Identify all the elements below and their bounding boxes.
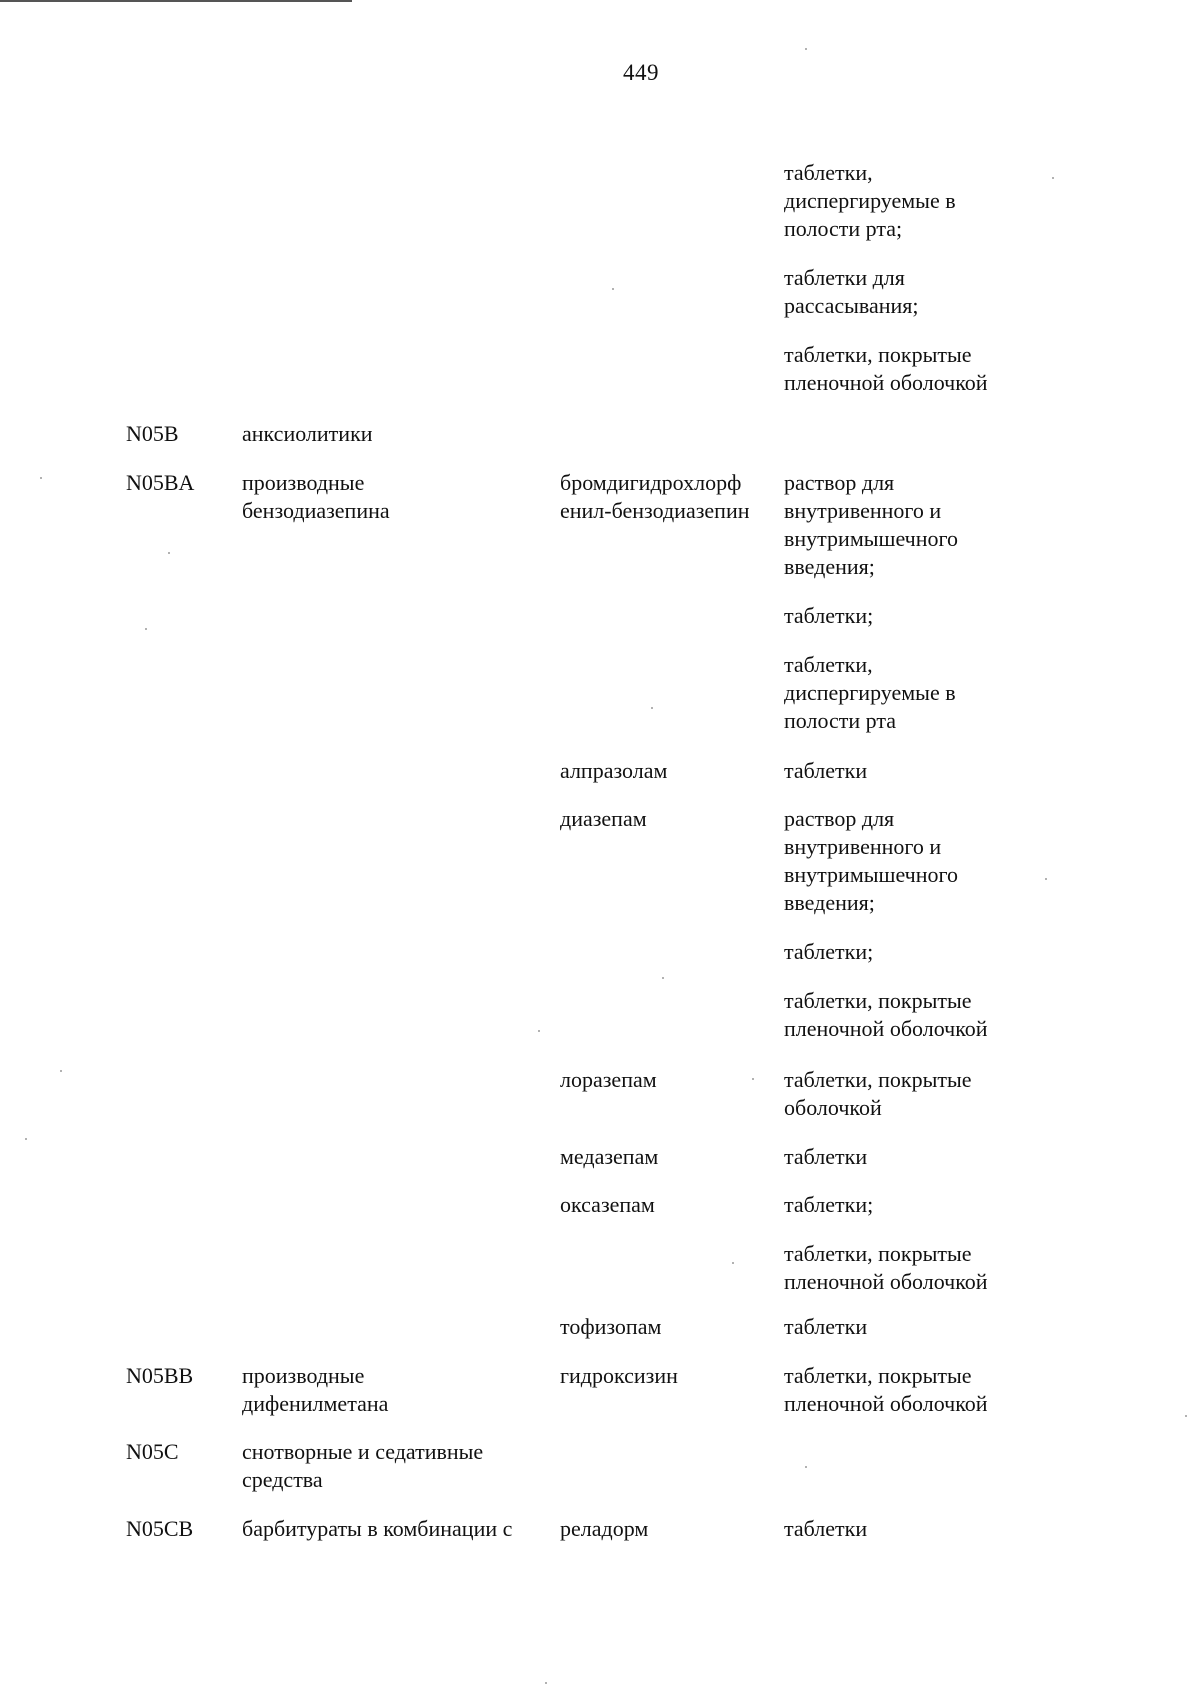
dosage-form-line: таблетки, покрытые (784, 1241, 972, 1266)
dosage-form-line: рассасывания; (784, 293, 919, 318)
drug-name-cell (560, 1066, 657, 1094)
dosage-form-cell (784, 1515, 867, 1543)
scan-speck (732, 1262, 734, 1264)
dosage-form-line: пленочной оболочкой (784, 1269, 988, 1294)
dosage-form-line: таблетки для (784, 265, 905, 290)
dosage-form-entry (784, 757, 867, 785)
group-name-line: барбитураты в комбинации с (242, 1516, 513, 1541)
group-name-line: производные (242, 1363, 365, 1388)
drug-name-line: диазепам (560, 806, 647, 831)
dosage-form-cell (784, 805, 988, 1043)
dosage-form-cell (784, 1191, 988, 1296)
group-name-cell (242, 420, 373, 448)
scan-speck (752, 1078, 754, 1080)
drug-name-line: бромдигидрохлорф (560, 470, 742, 495)
atc-code: N05C (126, 1439, 179, 1464)
drug-name-cell (560, 1143, 658, 1171)
scan-speck (1052, 177, 1054, 179)
dosage-form-line: внутримышечного (784, 526, 958, 551)
dosage-form-line: таблетки, покрытые (784, 988, 972, 1013)
dosage-form-cell (784, 757, 867, 785)
dosage-form-entry (784, 1191, 988, 1219)
drug-name-line: лоразепам (560, 1067, 657, 1092)
dosage-form-cell (784, 159, 988, 397)
dosage-form-entry (784, 1362, 988, 1418)
dosage-form-line: таблетки (784, 758, 868, 783)
atc-code-cell (126, 1438, 179, 1466)
scan-speck (805, 1466, 807, 1468)
dosage-form-line: таблетки, (784, 160, 873, 185)
atc-code: N05B (126, 421, 179, 446)
dosage-form-line: таблетки; (784, 603, 874, 628)
group-name-line: анксиолитики (242, 421, 373, 446)
dosage-form-line: таблетки, покрытые (784, 342, 972, 367)
drug-name-cell (560, 1362, 678, 1390)
scan-speck (651, 707, 653, 709)
scan-speck (545, 1682, 547, 1684)
scan-speck (805, 48, 807, 50)
drug-name-cell (560, 1313, 661, 1341)
drug-name-line: реладорм (560, 1516, 649, 1541)
dosage-form-line: таблетки, покрытые (784, 1363, 972, 1388)
dosage-form-entry (784, 651, 958, 735)
dosage-form-cell (784, 1066, 972, 1122)
group-name-line: бензодиазепина (242, 498, 390, 523)
dosage-form-line: таблетки, покрытые (784, 1067, 972, 1092)
drug-name-line: медазепам (560, 1144, 659, 1169)
drug-name-line: алпразолам (560, 758, 668, 783)
atc-code-cell (126, 469, 194, 497)
dosage-form-entry (784, 805, 988, 917)
scan-speck (1045, 878, 1047, 880)
dosage-form-cell (784, 469, 958, 735)
drug-name-cell (560, 469, 750, 525)
dosage-form-line: таблетки, (784, 652, 873, 677)
group-name-line: производные (242, 470, 365, 495)
drug-name-cell (560, 1515, 648, 1543)
scan-speck (538, 1030, 540, 1032)
dosage-form-entry (784, 341, 988, 397)
dosage-form-line: внутривенного и (784, 498, 942, 523)
dosage-form-line: оболочкой (784, 1095, 882, 1120)
dosage-form-entry (784, 469, 958, 581)
scan-speck (145, 628, 147, 630)
dosage-form-line: пленочной оболочкой (784, 1391, 988, 1416)
dosage-form-line: введения; (784, 890, 875, 915)
dosage-form-line: полости рта (784, 708, 897, 733)
dosage-form-entry (784, 938, 988, 966)
dosage-form-line: таблетки; (784, 939, 874, 964)
dosage-form-entry (784, 1515, 867, 1543)
dosage-form-entry (784, 987, 988, 1043)
scan-speck (612, 288, 614, 290)
drug-name-cell (560, 805, 647, 833)
dosage-form-line: пленочной оболочкой (784, 1016, 988, 1041)
dosage-form-entry (784, 159, 988, 243)
scan-speck (662, 977, 664, 979)
scan-speck (40, 477, 42, 479)
dosage-form-entry (784, 602, 958, 630)
dosage-form-line: таблетки; (784, 1192, 874, 1217)
dosage-form-line: внутривенного и (784, 834, 942, 859)
dosage-form-cell (784, 1313, 867, 1341)
dosage-form-line: внутримышечного (784, 862, 958, 887)
dosage-form-entry (784, 264, 988, 320)
dosage-form-entry (784, 1066, 972, 1122)
dosage-form-cell (784, 1143, 867, 1171)
scan-speck (168, 552, 170, 554)
group-name-line: дифенилметана (242, 1391, 389, 1416)
atc-code: N05BA (126, 470, 195, 495)
dosage-form-entry (784, 1240, 988, 1296)
drug-name-cell (560, 1191, 655, 1219)
dosage-form-cell (784, 1362, 988, 1418)
drug-name-line: оксазепам (560, 1192, 655, 1217)
dosage-form-line: полости рта; (784, 216, 903, 241)
drug-name-cell (560, 757, 667, 785)
dosage-form-entry (784, 1313, 867, 1341)
atc-code-cell (126, 420, 179, 448)
dosage-form-line: пленочной оболочкой (784, 370, 988, 395)
group-name-line: снотворные и седативные (242, 1439, 484, 1464)
dosage-form-line: диспергируемые в (784, 680, 956, 705)
drug-name-line: енил-бензодиазепин (560, 498, 750, 523)
atc-code-cell (126, 1515, 193, 1543)
dosage-form-line: таблетки (784, 1144, 868, 1169)
drug-name-line: гидроксизин (560, 1363, 678, 1388)
scan-speck (1185, 1415, 1187, 1417)
group-name-line: средства (242, 1467, 323, 1492)
dosage-form-line: таблетки (784, 1314, 868, 1339)
atc-code: N05CB (126, 1516, 194, 1541)
dosage-form-line: диспергируемые в (784, 188, 956, 213)
group-name-cell (242, 1515, 512, 1543)
group-name-cell (242, 1362, 388, 1418)
group-name-cell (242, 469, 390, 525)
dosage-form-entry (784, 1143, 867, 1171)
dosage-form-line: таблетки (784, 1516, 868, 1541)
page-number: 449 (623, 60, 659, 85)
dosage-form-line: введения; (784, 554, 875, 579)
scan-speck (60, 1070, 62, 1072)
group-name-cell (242, 1438, 483, 1494)
atc-code: N05BB (126, 1363, 194, 1388)
scan-speck (25, 1138, 27, 1140)
dosage-form-line: раствор для (784, 470, 895, 495)
drug-name-line: тофизопам (560, 1314, 662, 1339)
atc-code-cell (126, 1362, 193, 1390)
dosage-form-line: раствор для (784, 806, 895, 831)
